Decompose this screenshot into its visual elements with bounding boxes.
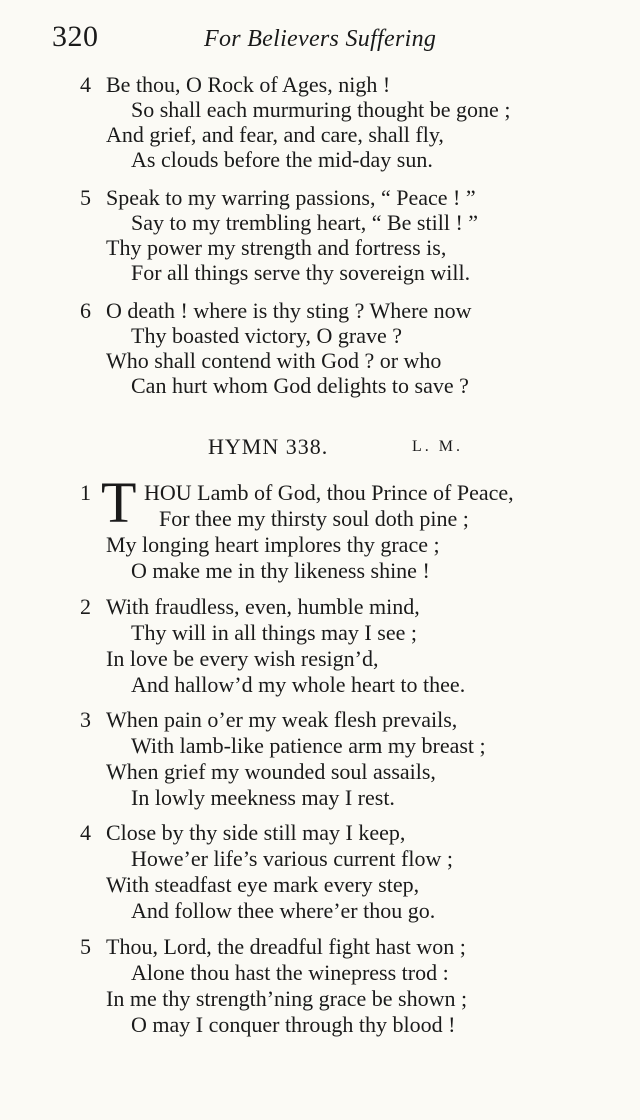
- page-number: 320: [52, 20, 99, 53]
- stanza-line: Howe’er life’s various current flow ;: [131, 846, 453, 871]
- stanza-line: Be thou, O Rock of Ages, nigh !: [106, 72, 391, 97]
- stanza-line: Thy power my strength and fortress is,: [106, 235, 447, 260]
- stanza-line: When pain o’er my weak flesh prevails,: [106, 707, 458, 732]
- stanza-number: 4: [80, 820, 91, 845]
- stanza-line: As clouds before the mid-day sun.: [131, 147, 433, 172]
- stanza-line: In lowly meekness may I rest.: [131, 785, 395, 810]
- stanza-line: And follow thee where’er thou go.: [131, 898, 436, 923]
- stanza-line: With lamb-like patience arm my breast ;: [131, 733, 486, 758]
- stanza-line: With fraudless, even, humble mind,: [106, 594, 420, 619]
- stanza-line: My longing heart implores thy grace ;: [106, 532, 440, 557]
- drop-cap: T: [101, 470, 137, 535]
- stanza-number: 1: [80, 480, 91, 505]
- stanza-line: Who shall contend with God ? or who: [106, 348, 442, 373]
- stanza-line: Thy will in all things may I see ;: [131, 620, 417, 645]
- stanza-number: 4: [80, 72, 91, 97]
- stanza-line: Close by thy side still may I keep,: [106, 820, 406, 845]
- stanza-line: And grief, and fear, and care, shall fly,: [106, 122, 444, 147]
- stanza-line: So shall each murmuring thought be gone ;: [131, 97, 511, 122]
- stanza-line: Speak to my warring passions, “ Peace ! ”: [106, 185, 476, 210]
- stanza-number: 6: [80, 298, 91, 323]
- stanza-line: When grief my wounded soul assails,: [106, 759, 436, 784]
- stanza-line: O make me in thy likeness shine !: [131, 558, 430, 583]
- stanza-line: For thee my thirsty soul doth pine ;: [159, 506, 469, 531]
- stanza-line: With steadfast eye mark every step,: [106, 872, 420, 897]
- stanza-number: 5: [80, 185, 91, 210]
- stanza-line: For all things serve thy sovereign will.: [131, 260, 471, 285]
- stanza-line: O death ! where is thy sting ? Where now: [106, 298, 472, 323]
- stanza-line: O may I conquer through thy blood !: [131, 1012, 456, 1037]
- stanza-line: Thou, Lord, the dreadful fight hast won ;: [106, 934, 466, 959]
- stanza-line: In me thy strength’ning grace be shown ;: [106, 986, 468, 1011]
- stanza-number: 5: [80, 934, 91, 959]
- stanza-line: HOU Lamb of God, thou Prince of Peace,: [144, 480, 514, 505]
- running-head: For Believers Suffering: [204, 26, 437, 52]
- stanza-number: 3: [80, 707, 91, 732]
- stanza-line: Say to my trembling heart, “ Be still ! ”: [131, 210, 479, 235]
- stanza-line: Can hurt whom God delights to save ?: [131, 373, 469, 398]
- stanza-line: In love be every wish resign’d,: [106, 646, 379, 671]
- hymn-meter: L. M.: [412, 438, 463, 455]
- stanza-number: 2: [80, 594, 91, 619]
- stanza-line: Thy boasted victory, O grave ?: [131, 323, 403, 348]
- hymn-title: HYMN 338.: [208, 434, 329, 459]
- stanza-line: And hallow’d my whole heart to thee.: [131, 672, 466, 697]
- stanza-line: Alone thou hast the winepress trod :: [131, 960, 449, 985]
